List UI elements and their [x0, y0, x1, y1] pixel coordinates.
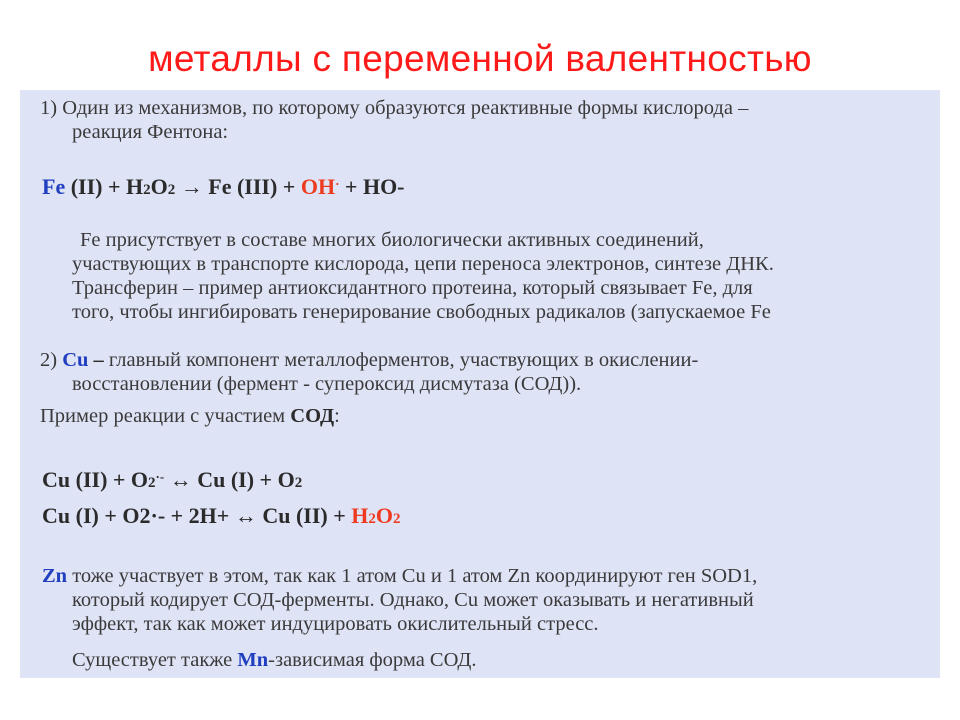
item-2-dash: –	[88, 349, 109, 371]
example-sod: СОД	[290, 405, 335, 427]
eq1-sub2: 2	[167, 182, 176, 198]
cu-equation-1	[42, 468, 302, 495]
item-2-text: главный компонент металлоферментов, участвующих в окислении-	[108, 349, 699, 371]
eq1-sub1: 2	[143, 182, 151, 198]
radical-dot: ·	[335, 176, 340, 191]
eq3-sub1: 2	[368, 511, 376, 527]
eq2-radical: ·-	[155, 469, 165, 484]
eq3-h: H	[351, 503, 369, 528]
mn-line	[72, 648, 476, 672]
zn-line-3: эффект, так как может индуцировать окислительный стресс.	[72, 613, 599, 635]
hydroxyl-radical: OH	[300, 174, 336, 199]
slide-title: металлы с переменной валентностью	[148, 38, 812, 79]
cu-equation-2	[42, 504, 401, 531]
example-text: Пример реакции с участием	[40, 405, 291, 427]
fenton-equation	[42, 175, 405, 202]
mn-text-b: -зависимая форма СОД.	[268, 649, 477, 671]
zn-text-1: тоже участвует в этом, так как 1 атом Cu и 1 атом Zn координируют ген SOD1,	[67, 565, 758, 587]
content-panel	[20, 90, 940, 678]
eq3-o: O	[375, 503, 394, 528]
eq2-sub2: 2	[294, 475, 303, 491]
example-colon: :	[334, 405, 340, 427]
fe-paragraph-line-3: Трансферин – пример антиоксидантного протеина, который связывает Fe, для	[72, 277, 753, 299]
item-1-line-2: реакция Фентона:	[72, 121, 229, 143]
fe-symbol: Fe	[42, 174, 66, 199]
zn-symbol: Zn	[42, 565, 68, 587]
eq3-sub2: 2	[393, 511, 401, 527]
example-line	[40, 404, 340, 428]
item-2-line-2: восстановлении (фермент - супероксид дисмутаза (СОД)).	[72, 373, 582, 395]
cu-symbol: Cu	[62, 349, 89, 371]
mn-text-a: Существует также	[72, 649, 238, 671]
zn-line-1	[42, 564, 757, 588]
item-2-number: 2)	[40, 349, 63, 371]
item-1-line-1: 1) Один из механизмов, по которому образуются реактивные формы кислорода –	[40, 97, 749, 119]
zn-line-2: который кодирует СОД-ферменты. Однако, Cu может оказывать и негативный	[72, 589, 754, 611]
item-2-line-1	[40, 348, 698, 372]
eq2-part-a: Cu (II) + O	[42, 467, 149, 492]
eq2-part-b: ↔ Cu (I) + O	[164, 467, 295, 492]
eq1-part2: O	[150, 174, 168, 199]
fe-paragraph-line-2: участвующих в транспорте кислорода, цепи переноса электронов, синтезе ДНК.	[72, 253, 774, 275]
fe-paragraph-line-1: Fe присутствует в составе многих биологически активных соединений,	[80, 229, 704, 251]
eq2-sub: 2	[148, 475, 156, 491]
fe-paragraph-line-4: того, чтобы ингибировать генерирование свободных радикалов (запускаемое Fe	[72, 301, 771, 323]
mn-symbol: Mn	[237, 649, 269, 671]
eq3-part-a: Cu (I) + O2·- + 2H+ ↔ Cu (II) +	[42, 503, 352, 528]
eq1-part4: + HO-	[339, 174, 405, 199]
eq1-part3: → Fe (III) +	[175, 174, 301, 199]
eq1-part1: (II) + H	[65, 174, 144, 199]
